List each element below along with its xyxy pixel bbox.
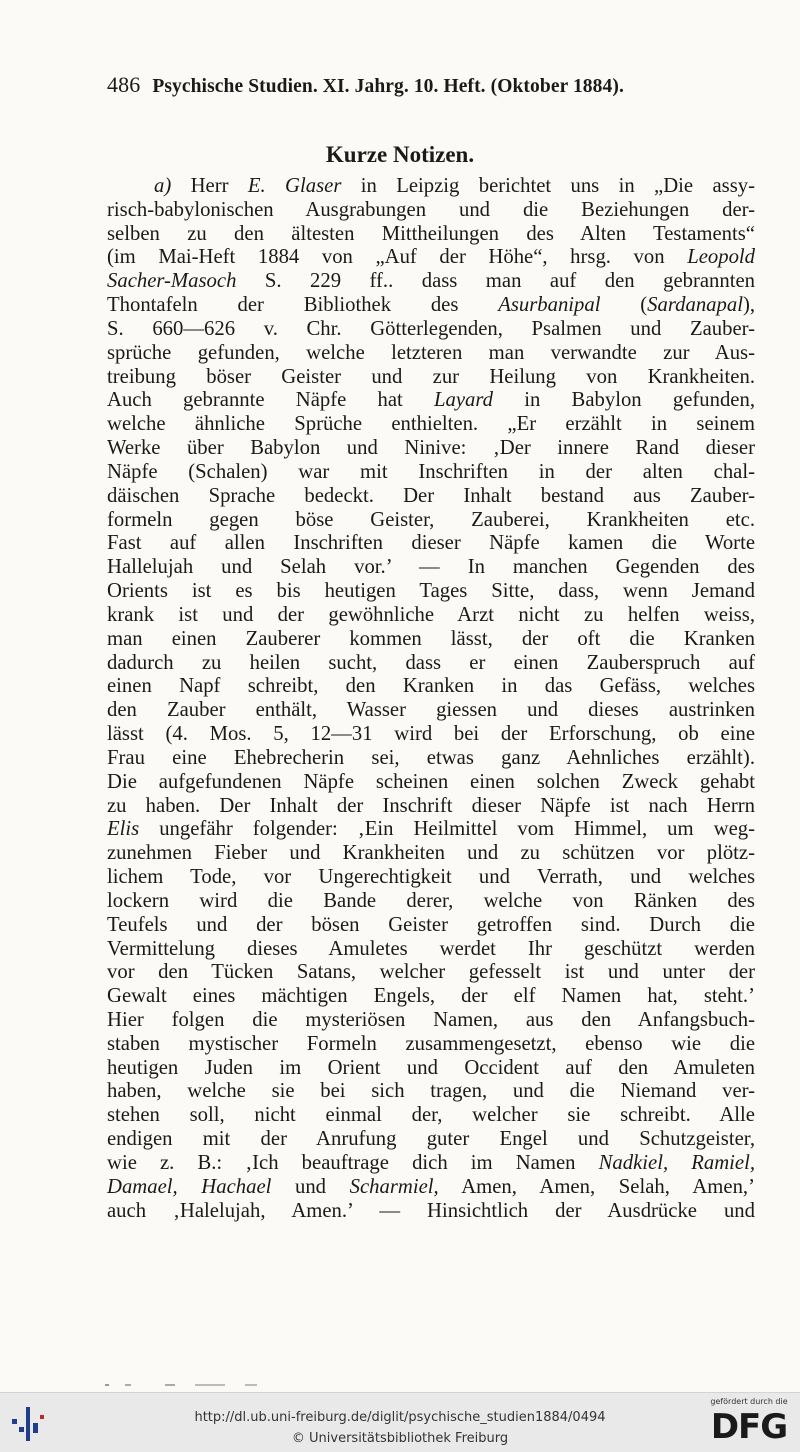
text-line [107,461,755,485]
text-run: ungefähr folgender: ‚Ein Heilmittel vom Himmel, um weg- [139,818,755,841]
text-run: S. 660—626 v. Chr. Götterlegenden, Psalmen und Zauber- [107,317,755,340]
footer-bar [0,1392,800,1452]
text-run: Werke über Babylon und Ninive: ‚Der innere Rand dieser [107,437,755,460]
text-run: formeln gegen böse Geister, Zauberei, Krankheiten etc. [107,508,755,531]
page-number: 486 [107,72,141,97]
text-line [107,223,755,247]
text-line [107,175,755,199]
text-run: Die aufgefundenen Näpfe scheinen einen solchen Zweck gehabt [107,770,755,793]
italic-text: Damael, Hachael [107,1175,272,1198]
text-line [107,413,755,437]
text-run: Vermittelung dieses Amuletes werdet Ihr geschützt werden [107,937,755,960]
text-line [107,437,755,461]
text-run: lockern wird die Bande derer, welche von Ränken des [107,889,755,912]
text-run: auch ‚Halelujah, Amen.’ — Hinsichtlich der Ausdrücke und [107,1199,755,1222]
text-line [107,1080,755,1104]
text-run: heutigen Juden im Orient und Occident auf den Amuleten [107,1056,755,1079]
text-run: Hallelujah und Selah vor.’ — In manchen Gegenden des [107,556,755,579]
text-line [107,1009,755,1033]
text-line [107,961,755,985]
text-line [107,1128,755,1152]
text-line [107,914,755,938]
text-run: Herr [171,175,248,197]
text-line [107,509,755,533]
text-line [107,818,755,842]
text-run: in Babylon gefunden, [493,389,755,412]
text-line [107,199,755,223]
text-run: Gewalt eines mächtigen Engels, der elf Namen hat, steht.’ [107,985,755,1008]
text-run: Orients ist es bis heutigen Tages Sitte, dass, wenn Jemand [107,580,755,603]
text-line [107,985,755,1009]
text-run: vor den Tücken Satans, welcher gefesselt ist und unter der [107,961,755,984]
text-run: Thontafeln der Bibliothek des [107,294,499,317]
text-line [107,1152,755,1176]
text-line [107,294,755,318]
text-run: wie z. B.: ‚Ich beauftrage dich im Namen [107,1151,599,1174]
text-run: Frau eine Ehebrecherin sei, etwas ganz Aehnliches erzählt). [107,746,755,769]
section-heading: Kurze Notizen. [325,142,475,167]
italic-text: Elis [107,818,140,841]
text-run: treibung böser Geister und zur Heilung von Krankheiten. [107,365,755,388]
italic-text: Sacher-Masoch [107,270,237,293]
text-run: man einen Zauberer kommen lässt, der oft die Kranken [107,627,755,650]
text-run: krank ist und der gewöhnliche Arzt nicht zu helfen weiss, [107,603,755,626]
body-text [107,175,755,1223]
text-line [107,938,755,962]
italic-text: a) [154,175,172,197]
text-line [107,366,755,390]
text-line [107,556,755,580]
text-run: risch-babylonischen Ausgrabungen und die Beziehungen der- [107,198,755,221]
text-run: lässt (4. Mos. 5, 12—31 wird bei der Erforschung, ob eine [107,723,755,746]
text-line [107,389,755,413]
text-line [107,1200,755,1224]
running-head [107,72,707,98]
text-run: den Zauber enthält, Wasser giessen und dieses austrinken [107,699,755,722]
text-line [107,270,755,294]
italic-text: Leopold [687,246,755,269]
text-run: Fast auf allen Inschriften dieser Näpfe kamen die Worte [107,532,755,555]
text-line [107,795,755,819]
dfg-wordmark: DFG [710,1407,788,1447]
text-run: (im Mai-Heft 1884 von „Auf der Höhe“, hrsg. von [107,246,688,269]
text-line [107,628,755,652]
text-run: sprüche gefunden, welche letzteren man verwandte zur Aus- [107,341,755,364]
text-run: Amen, Amen, Selah, Amen,’ [438,1175,755,1198]
text-run: endigen mit der Anrufung guter Engel und Schutzgeister, [107,1128,755,1151]
italic-text: Sardanapal [647,294,743,317]
italic-text: Asurbanipal [498,294,601,317]
text-run: selben zu den ältesten Mittheilungen des Alten Testaments“ [107,222,755,245]
text-line [107,652,755,676]
text-run: lichem Tode, vor Ungerechtigkeit und Verrath, und welches [107,866,755,889]
text-run: Auch gebrannte Näpfe hat [107,389,435,412]
text-line [107,723,755,747]
text-line [107,675,755,699]
text-line [107,866,755,890]
text-run: ), [742,294,755,317]
text-line [107,1176,755,1200]
text-run: stehen soll, nicht einmal der, welcher sie schreibt. Alle [107,1104,755,1127]
text-run: einen Napf schreibt, den Kranken in das Gefäss, welches [107,675,755,698]
text-run: zu haben. Der Inhalt der Inschrift dieser Näpfe ist nach Herrn [107,794,755,817]
italic-text: Layard [434,389,494,412]
text-run: däischen Sprache bedeckt. Der Inhalt bestand aus Zauber- [107,484,755,507]
italic-text: Scharmiel, [349,1175,439,1198]
text-run: Näpfe (Schalen) war mit Inschriften in der alten chal- [107,460,755,483]
text-line [107,318,755,342]
text-run: zunehmen Fieber und Krankheiten und zu schützen vor plötz- [107,842,755,865]
text-line [107,1057,755,1081]
text-line [107,747,755,771]
text-line [107,604,755,628]
italic-text: Nadkiel, Ramiel, [598,1151,755,1174]
text-line [107,532,755,556]
text-line [107,580,755,604]
text-run: in Leipzig berichtet uns in „Die assy- [341,175,755,197]
scan-artifact [105,1383,305,1387]
text-line [107,1033,755,1057]
text-line [107,1104,755,1128]
document-url[interactable]: http://dl.ub.uni-freiburg.de/diglit/psychische_studien1884/0494 [194,1410,606,1425]
dfg-logo-icon[interactable] [705,1397,793,1449]
text-line [107,342,755,366]
text-line [107,842,755,866]
text-run: S. 229 ff.. dass man auf den gebrannten [236,270,755,293]
running-head-title: Psychische Studien. XI. Jahrg. 10. Heft. (Oktober 1884). [152,76,624,97]
dfg-tagline: gefördert durch die [710,1397,788,1406]
text-line [107,485,755,509]
text-line [107,246,755,270]
copyright-notice: © Universitätsbibliothek Freiburg [291,1431,509,1446]
text-line [107,890,755,914]
text-run: ( [600,294,648,317]
text-run: dadurch zu heilen sucht, dass er einen Zauberspruch auf [107,651,755,674]
text-run: staben mystischer Formeln zusammengesetzt, ebenso wie die [107,1032,755,1055]
italic-text: E. Glaser [247,175,342,197]
text-line [107,771,755,795]
text-line [107,699,755,723]
text-run: welche ähnliche Sprüche enthielten. „Er erzählt in seinem [107,413,755,436]
text-run: Hier folgen die mysteriösen Namen, aus den Anfangsbuch- [107,1008,755,1031]
text-run: haben, welche sie bei sich tragen, und die Niemand ver- [107,1080,755,1103]
text-run: Teufels und der bösen Geister getroffen sind. Durch die [107,913,755,936]
text-run: und [271,1175,350,1198]
